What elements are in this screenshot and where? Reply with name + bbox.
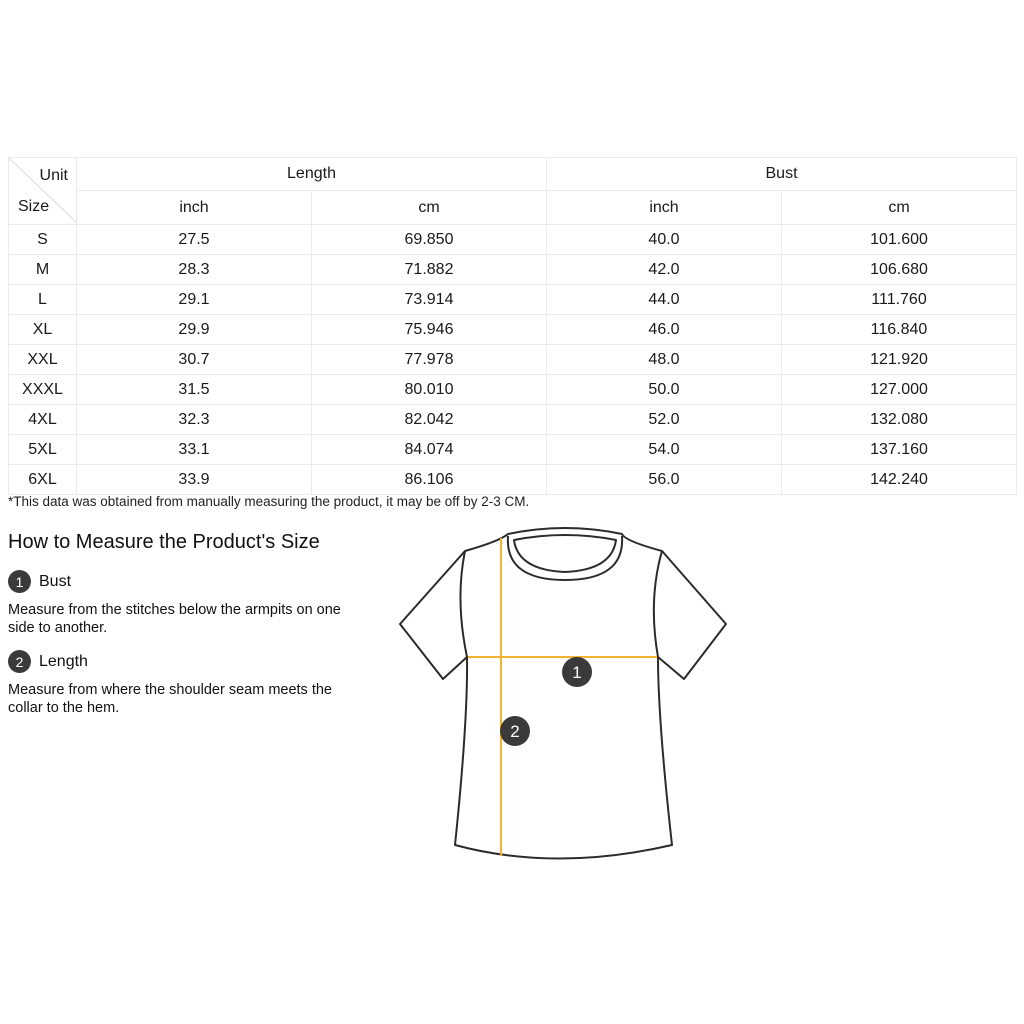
unit-header-length-cm: cm	[312, 191, 547, 225]
length-inch-cell: 33.1	[77, 435, 312, 465]
length-cm-cell: 86.106	[312, 465, 547, 495]
table-row	[9, 465, 1017, 495]
step-bust	[8, 570, 71, 593]
step-number-badge: 1	[8, 570, 31, 593]
table-row	[9, 225, 1017, 255]
bust-inch-cell: 56.0	[547, 465, 782, 495]
bust-cm-cell: 116.840	[782, 315, 1017, 345]
marker-1	[562, 657, 592, 687]
length-cm-cell: 73.914	[312, 285, 547, 315]
length-inch-cell: 28.3	[77, 255, 312, 285]
bust-inch-cell: 44.0	[547, 285, 782, 315]
size-cell: XXXL	[9, 375, 77, 405]
marker-2	[500, 716, 530, 746]
step-length	[8, 650, 88, 673]
table-row	[9, 405, 1017, 435]
bust-cm-cell: 137.160	[782, 435, 1017, 465]
length-inch-cell: 29.1	[77, 285, 312, 315]
size-cell: 4XL	[9, 405, 77, 435]
bust-inch-cell: 54.0	[547, 435, 782, 465]
tshirt-measure-diagram	[390, 525, 740, 870]
size-cell: 6XL	[9, 465, 77, 495]
size-chart-table	[8, 157, 1017, 495]
step-label: Length	[39, 652, 88, 670]
tshirt-outline-icon	[400, 528, 726, 859]
bust-cm-cell: 132.080	[782, 405, 1017, 435]
corner-size-label: Size	[18, 198, 50, 215]
unit-header-bust-inch: inch	[547, 191, 782, 225]
length-cm-cell: 82.042	[312, 405, 547, 435]
bust-inch-cell: 52.0	[547, 405, 782, 435]
measure-guide-title: How to Measure the Product's Size	[8, 531, 320, 553]
group-header-length: Length	[77, 158, 547, 191]
table-corner-cell	[9, 158, 77, 225]
table-row	[9, 375, 1017, 405]
bust-inch-cell: 50.0	[547, 375, 782, 405]
bust-cm-cell: 127.000	[782, 375, 1017, 405]
group-header-bust: Bust	[547, 158, 1017, 191]
bust-inch-cell: 40.0	[547, 225, 782, 255]
size-cell: M	[9, 255, 77, 285]
step-description-length: Measure from where the shoulder seam meets the collar to the hem.	[8, 682, 332, 716]
size-cell: XL	[9, 315, 77, 345]
unit-header-length-inch: inch	[77, 191, 312, 225]
table-row	[9, 255, 1017, 285]
bust-cm-cell: 142.240	[782, 465, 1017, 495]
size-cell: 5XL	[9, 435, 77, 465]
table-row	[9, 435, 1017, 465]
length-cm-cell: 75.946	[312, 315, 547, 345]
length-inch-cell: 32.3	[77, 405, 312, 435]
size-cell: L	[9, 285, 77, 315]
measurement-disclaimer: *This data was obtained from manually measuring the product, it may be off by 2-3 CM.	[8, 494, 530, 509]
length-cm-cell: 77.978	[312, 345, 547, 375]
length-cm-cell: 80.010	[312, 375, 547, 405]
bust-cm-cell: 106.680	[782, 255, 1017, 285]
bust-cm-cell: 121.920	[782, 345, 1017, 375]
length-inch-cell: 33.9	[77, 465, 312, 495]
length-cm-cell: 71.882	[312, 255, 547, 285]
size-cell: S	[9, 225, 77, 255]
step-label: Bust	[39, 572, 72, 590]
table-row	[9, 285, 1017, 315]
table-row	[9, 345, 1017, 375]
length-inch-cell: 27.5	[77, 225, 312, 255]
table-header-row-groups	[9, 158, 1017, 191]
length-inch-cell: 29.9	[77, 315, 312, 345]
bust-inch-cell: 42.0	[547, 255, 782, 285]
bust-cm-cell: 101.600	[782, 225, 1017, 255]
unit-header-bust-cm: cm	[782, 191, 1017, 225]
bust-inch-cell: 48.0	[547, 345, 782, 375]
bust-inch-cell: 46.0	[547, 315, 782, 345]
length-inch-cell: 30.7	[77, 345, 312, 375]
length-cm-cell: 84.074	[312, 435, 547, 465]
step-number-badge: 2	[8, 650, 31, 673]
length-cm-cell: 69.850	[312, 225, 547, 255]
step-description-bust: Measure from the stitches below the armpits on one side to another.	[8, 602, 341, 636]
length-inch-cell: 31.5	[77, 375, 312, 405]
marker-2-number: 2	[510, 722, 520, 741]
table-header-row-units	[9, 191, 1017, 225]
marker-1-number: 1	[572, 663, 582, 682]
corner-unit-label: Unit	[39, 167, 68, 184]
table-row	[9, 315, 1017, 345]
size-cell: XXL	[9, 345, 77, 375]
bust-cm-cell: 111.760	[782, 285, 1017, 315]
